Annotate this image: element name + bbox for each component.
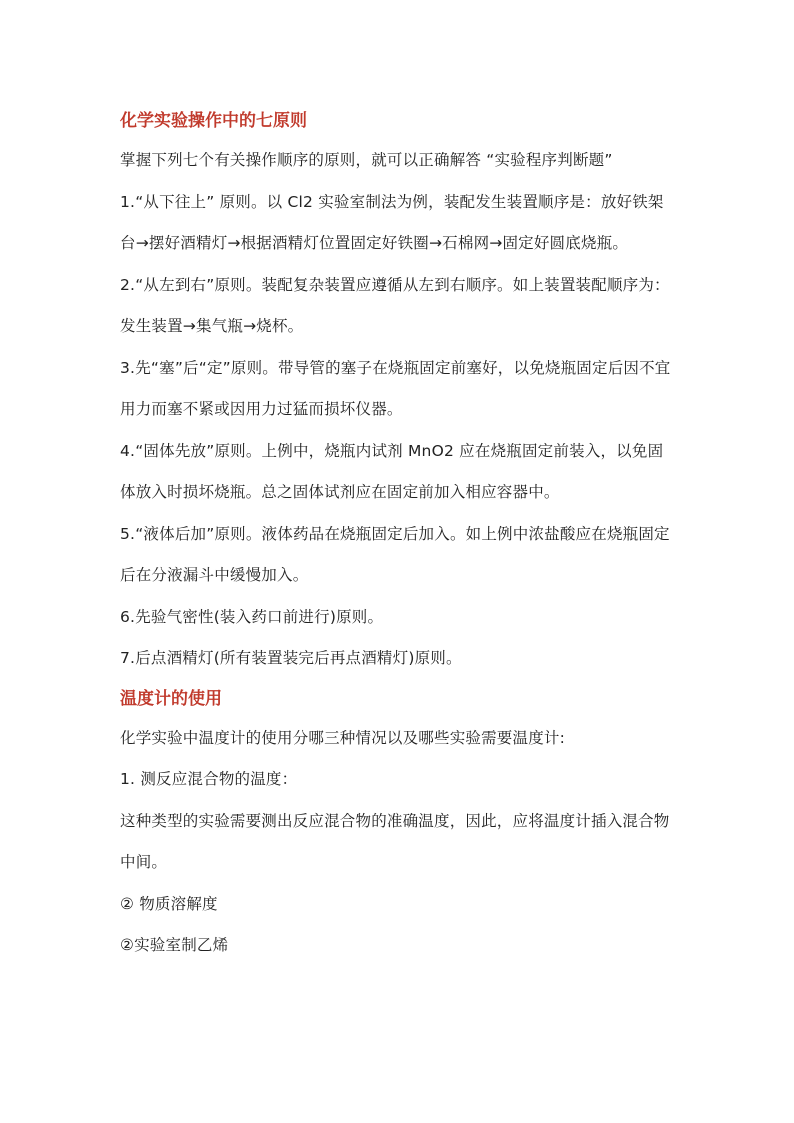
intro-paragraph: 掌握下列七个有关操作顺序的原则，就可以正确解答 “实验程序判断题” [120, 151, 613, 169]
document-page [120, 102, 676, 967]
thermometer-case-1-paragraph: 1. 测反应混合物的温度： [120, 770, 298, 788]
principle-4-paragraph: 4.“固体先放”原则。上例中，烧瓶内试剂 MnO2 应在烧瓶固定前装入，以免固体放入时损坏烧瓶。总之固体试剂应在固定前加入相应容器中。 [120, 441, 664, 501]
principle-2-paragraph: 2.“从左到右”原则。装配复杂装置应遵循从左到右顺序。如上装置装配顺序为：发生装置→集气瓶→烧杯。 [120, 275, 670, 335]
thermometer-case-1-detail-paragraph: 这种类型的实验需要测出反应混合物的准确温度，因此，应将温度计插入混合物中间。 [120, 811, 670, 871]
section-heading-thermometer: 温度计的使用 [120, 688, 222, 709]
list-item-solubility: ② 物质溶解度 [120, 894, 218, 913]
principle-6-paragraph: 6.先验气密性(装入药口前进行)原则。 [120, 607, 384, 626]
principle-7-paragraph: 7.后点酒精灯(所有装置装完后再点酒精灯)原则。 [120, 649, 462, 667]
section-heading-seven-principles: 化学实验操作中的七原则 [120, 111, 307, 131]
list-item-ethylene: ②实验室制乙烯 [120, 936, 229, 954]
principle-3-paragraph: 3.先“塞”后“定”原则。带导管的塞子在烧瓶固定前塞好，以免烧瓶固定后因不宜用力而塞不紧或因用力过猛而损坏仪器。 [120, 358, 671, 418]
principle-1-paragraph: 1.“从下往上” 原则。以 Cl2 实验室制法为例，装配发生装置顺序是：放好铁架台→摆好酒精灯→根据酒精灯位置固定好铁圈→石棉网→固定好圆底烧瓶。 [120, 192, 664, 252]
thermometer-intro-paragraph: 化学实验中温度计的使用分哪三种情况以及哪些实验需要温度计: [120, 728, 566, 747]
principle-5-paragraph: 5.“液体后加”原则。液体药品在烧瓶固定后加入。如上例中浓盐酸应在烧瓶固定后在分液漏斗中缓慢加入。 [120, 524, 670, 584]
